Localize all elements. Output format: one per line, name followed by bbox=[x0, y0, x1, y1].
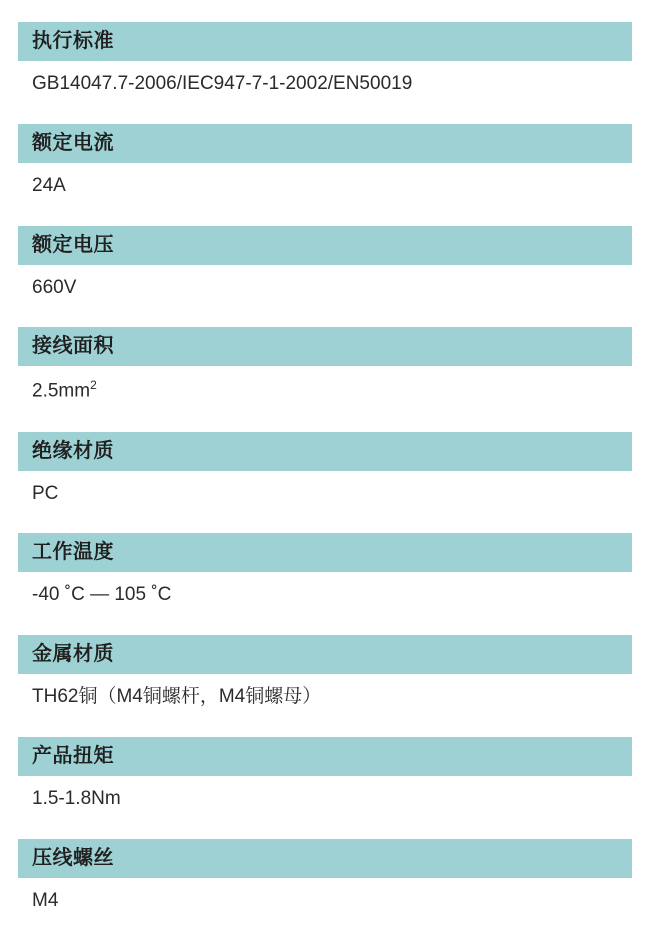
spec-row bbox=[18, 432, 632, 522]
spec-row bbox=[18, 327, 632, 419]
spec-value-rated-voltage: 660V bbox=[32, 276, 77, 298]
spec-value-clamping-screw: M4 bbox=[32, 889, 59, 911]
spec-row bbox=[18, 124, 632, 214]
spec-label-rated-current: 额定电流 bbox=[18, 124, 632, 163]
spec-row bbox=[18, 533, 632, 623]
spec-value-wiring-area bbox=[18, 366, 632, 419]
spec-value-wiring-area-text: 2.5mm bbox=[32, 380, 91, 402]
spec-row bbox=[18, 839, 632, 929]
spec-value-insulation-material: PC bbox=[32, 482, 59, 504]
spec-label-clamping-screw: 压线螺丝 bbox=[18, 839, 632, 878]
spec-label-working-temperature: 工作温度 bbox=[18, 533, 632, 572]
spec-label-torque: 产品扭矩 bbox=[18, 737, 632, 776]
spec-row bbox=[18, 737, 632, 827]
spec-value-metal-material: TH62铜（M4铜螺杆，M4铜螺母） bbox=[32, 686, 322, 708]
spec-label-insulation-material: 绝缘材质 bbox=[18, 432, 632, 471]
spec-value-rated-current: 24A bbox=[32, 174, 66, 196]
spec-row bbox=[18, 226, 632, 316]
spec-label-standard: 执行标准 bbox=[18, 22, 632, 61]
spec-value-standard: GB14047.7-2006/IEC947-7-1-2002/EN50019 bbox=[32, 73, 413, 94]
spec-row bbox=[18, 635, 632, 725]
spec-row bbox=[18, 22, 632, 112]
spec-value-torque: 1.5-1.8Nm bbox=[32, 787, 121, 809]
spec-label-wiring-area: 接线面积 bbox=[18, 327, 632, 366]
spec-label-metal-material: 金属材质 bbox=[18, 635, 632, 674]
spec-value-wiring-area-superscript: 2 bbox=[90, 378, 97, 393]
spec-label-rated-voltage: 额定电压 bbox=[18, 226, 632, 265]
spec-value-working-temperature: -40 ˚C — 105 ˚C bbox=[32, 584, 172, 606]
